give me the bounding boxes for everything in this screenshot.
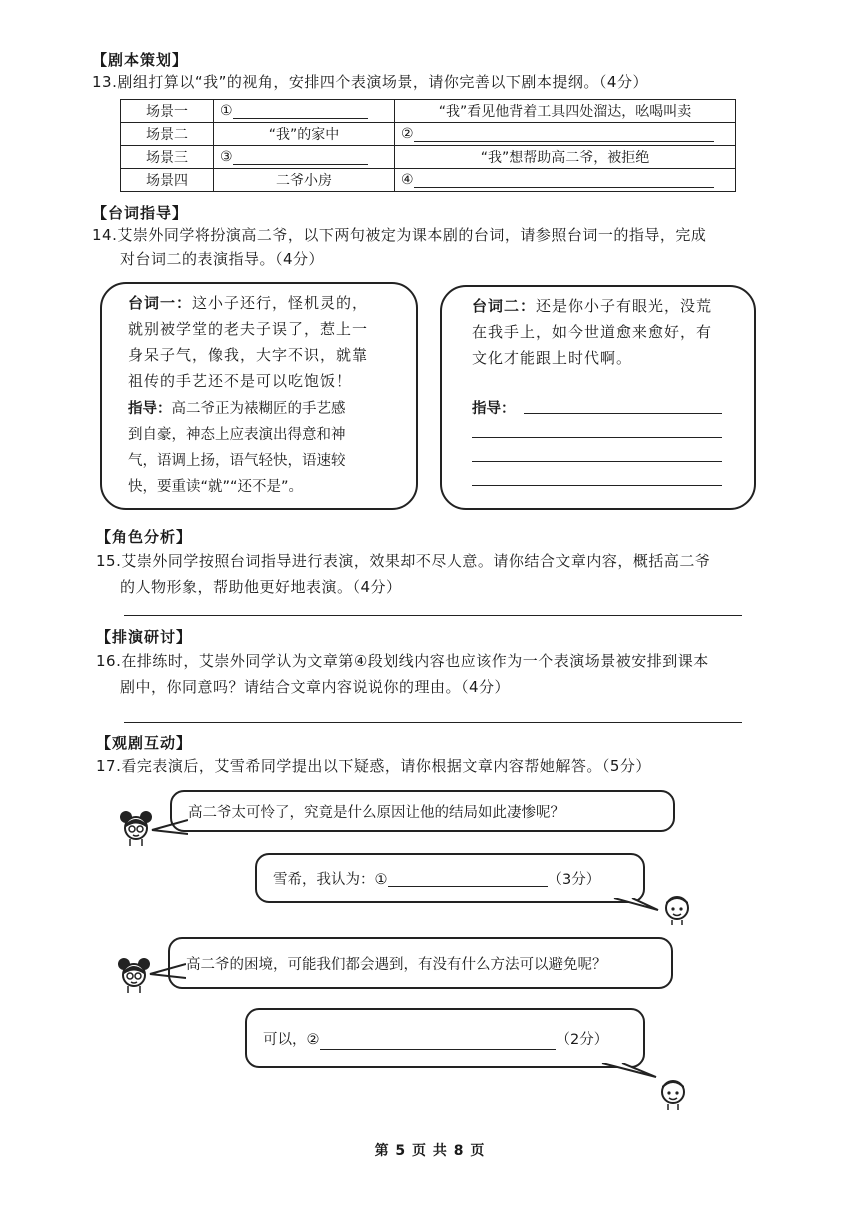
line-one-text-4: 祖传的手艺还不是可以吃饱饭！ bbox=[128, 372, 353, 390]
scene-event-cell bbox=[395, 169, 736, 192]
scene-event-cell: “我”想帮助高二爷，被拒绝 bbox=[395, 146, 736, 169]
answer-blank-4[interactable] bbox=[414, 173, 714, 188]
line-one-text-3: 身呆子气，像我，大字不识，就靠 bbox=[128, 346, 369, 364]
guidance-label: 指导： bbox=[128, 401, 172, 417]
table-row bbox=[121, 100, 736, 123]
scene-table bbox=[120, 99, 736, 192]
boy-avatar-icon bbox=[656, 1077, 690, 1111]
section-title-line-guidance: 【台词指导】 bbox=[92, 204, 189, 222]
scene-place-cell bbox=[214, 100, 395, 123]
scene-label: 场景四 bbox=[121, 169, 214, 192]
question-14-line2: 对台词二的表演指导。（4分） bbox=[120, 250, 325, 268]
line-two-text bbox=[472, 293, 747, 371]
answer-blank-1[interactable] bbox=[233, 104, 368, 119]
bubble-text: 高二爷的困境，可能我们都会遇到，有没有什么方法可以避免呢？ bbox=[186, 956, 607, 973]
answer-line-guidance-2[interactable] bbox=[472, 437, 722, 438]
answer-blank-17-2[interactable] bbox=[320, 1027, 556, 1050]
scene-label: 场景一 bbox=[121, 100, 214, 123]
question-16-line1: 16.在排练时，艾崇外同学认为文章第④段划线内容也应该作为一个表演场景被安排到课本 bbox=[96, 652, 709, 670]
guidance-text-1: 高二爷正为裱糊匠的手艺感 bbox=[171, 401, 346, 417]
answer-line-15[interactable] bbox=[124, 615, 742, 616]
question-17: 17.看完表演后，艾雪希同学提出以下疑惑，请你根据文章内容帮她解答。（5分） bbox=[96, 757, 651, 775]
line-two-text-1: 还是你小子有眼光，没荒 bbox=[536, 297, 713, 315]
bubble-text: 雪希，我认为：① bbox=[273, 871, 388, 888]
answer-line-guidance-4[interactable] bbox=[472, 485, 722, 486]
line-one-box bbox=[100, 282, 418, 510]
line-two-box bbox=[440, 285, 756, 510]
scene-label: 场景二 bbox=[121, 123, 214, 146]
score-label: （2分） bbox=[555, 1031, 609, 1048]
guidance-text-3: 气，语调上扬，语气轻快，语速较 bbox=[128, 453, 346, 469]
table-row bbox=[121, 123, 736, 146]
section-title-rehearsal-discussion: 【排演研讨】 bbox=[96, 628, 193, 646]
answer-blank-2[interactable] bbox=[414, 127, 714, 142]
speech-bubble-question-1 bbox=[170, 790, 675, 832]
section-title-script-planning: 【剧本策划】 bbox=[92, 51, 189, 69]
page-number: 第 5 页 共 8 页 bbox=[374, 1143, 486, 1159]
line-one-guidance bbox=[128, 396, 413, 500]
question-14-line1: 14.艾崇外同学将扮演高二爷，以下两句被定为课本剧的台词，请参照台词一的指导，完成 bbox=[92, 226, 707, 244]
answer-line-guidance-3[interactable] bbox=[472, 461, 722, 462]
line-two-text-2: 在我手上，如今世道愈来愈好，有 bbox=[472, 323, 713, 341]
bubble-tail bbox=[612, 898, 662, 916]
scene-event-cell bbox=[395, 123, 736, 146]
line-two-text-3: 文化才能跟上时代啊。 bbox=[472, 349, 633, 367]
bubble-text: 高二爷太可怜了，究竟是什么原因让他的结局如此凄惨呢？ bbox=[188, 804, 565, 821]
line-two-label: 台词二： bbox=[472, 297, 537, 315]
score-label: （3分） bbox=[547, 871, 601, 888]
guidance-text-2: 到自豪，神态上应表演出得意和神 bbox=[128, 427, 346, 443]
line-two-guidance-label: 指导： bbox=[472, 401, 516, 417]
bubble-tail bbox=[600, 1063, 660, 1083]
speech-bubble-question-2 bbox=[168, 937, 673, 989]
question-16-line2: 剧中，你同意吗？请结合文章内容说说你的理由。（4分） bbox=[120, 678, 511, 696]
table-row bbox=[121, 169, 736, 192]
blank-marker: ① bbox=[220, 103, 233, 119]
answer-blank-3[interactable] bbox=[233, 150, 368, 165]
boy-avatar-icon bbox=[660, 893, 694, 925]
answer-blank-17-1[interactable] bbox=[388, 870, 548, 887]
blank-marker: ④ bbox=[401, 172, 414, 188]
bubble-text: 可以，② bbox=[263, 1031, 320, 1048]
speech-bubble-answer-1 bbox=[255, 853, 645, 903]
blank-marker: ③ bbox=[220, 149, 233, 165]
line-one-text-1: 这小子还行，怪机灵的， bbox=[192, 294, 369, 312]
answer-line-guidance-1[interactable] bbox=[524, 413, 722, 414]
section-title-role-analysis: 【角色分析】 bbox=[96, 528, 193, 546]
guidance-text-4: 快，要重读“就”“还不是”。 bbox=[128, 479, 304, 495]
scene-label: 场景三 bbox=[121, 146, 214, 169]
blank-marker: ② bbox=[401, 126, 414, 142]
scene-place-cell bbox=[214, 146, 395, 169]
question-13: 13.剧组打算以“我”的视角，安排四个表演场景，请你完善以下剧本提纲。（4分） bbox=[92, 73, 648, 91]
answer-line-16[interactable] bbox=[124, 722, 742, 723]
line-one-text-2: 就别被学堂的老夫子误了，惹上一 bbox=[128, 320, 369, 338]
scene-place-cell: 二爷小房 bbox=[214, 169, 395, 192]
table-row bbox=[121, 146, 736, 169]
question-15-line1: 15.艾崇外同学按照台词指导进行表演，效果却不尽人意。请你结合文章内容，概括高二爷 bbox=[96, 552, 711, 570]
speech-bubble-answer-2 bbox=[245, 1008, 645, 1068]
scene-event-cell: “我”看见他背着工具四处溜达，吆喝叫卖 bbox=[395, 100, 736, 123]
line-one-text bbox=[128, 290, 408, 394]
question-15-line2: 的人物形象，帮助他更好地表演。（4分） bbox=[120, 578, 402, 596]
section-title-audience-interaction: 【观剧互动】 bbox=[96, 734, 193, 752]
scene-place-cell: “我”的家中 bbox=[214, 123, 395, 146]
line-one-label: 台词一： bbox=[128, 294, 193, 312]
